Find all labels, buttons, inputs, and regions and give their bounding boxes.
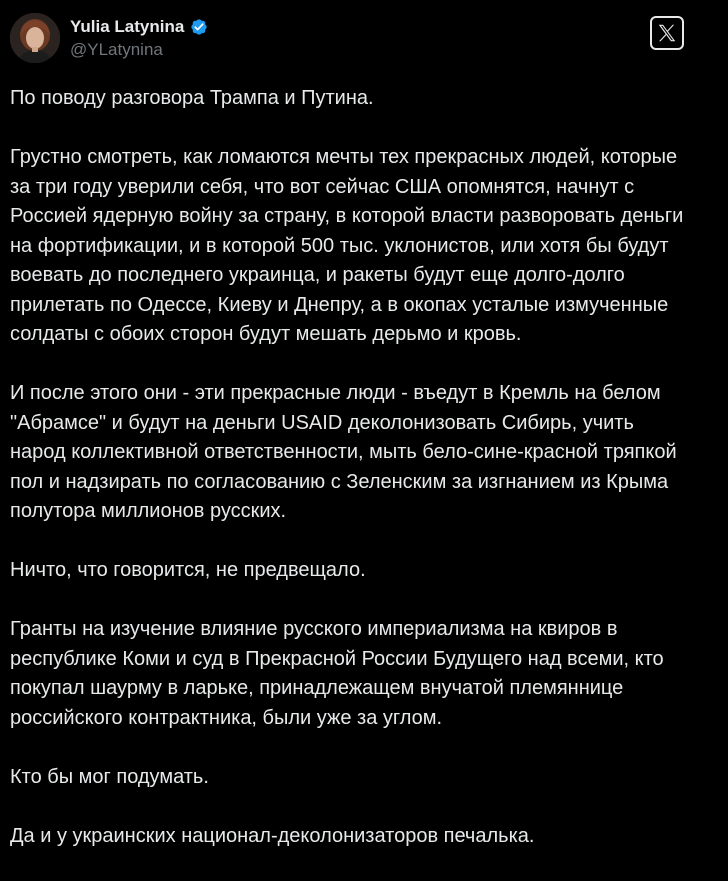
author-info — [70, 16, 209, 61]
post-paragraph: Кто бы мог подумать. — [10, 765, 209, 788]
verified-badge-icon — [189, 17, 209, 37]
x-logo-icon[interactable] — [650, 16, 684, 50]
author-handle[interactable]: @YLatynina — [70, 39, 163, 59]
post-paragraph: Да и у украинских национал-деколонизаторов печалька. — [10, 824, 535, 847]
post-body — [10, 84, 722, 881]
post-paragraph: Грустно смотреть, как ломаются мечты тех прекрасных людей, которые за три году уверили себя, что вот сейчас США опомнятся, начнут с Россией ядерную войну за страну, в которой власти разворовать деньги на фортификации, и в которой 500 тыс. уклонистов, или хотя бы будут воевать до последнего украинца, и ракеты будут еще долго-долго прилетать по Одессе, Киеву и Днепру, а в окопах усталые измученные солдаты с обоих сторон будут мешать дерьмо и кровь. — [10, 146, 684, 345]
author-display-name[interactable]: Yulia Latynina — [70, 16, 185, 36]
post-paragraph: Ничто, что говорится, не предвещало. — [10, 559, 366, 581]
avatar[interactable] — [10, 13, 60, 63]
post-paragraph: По поводу разговора Трампа и Путина. — [10, 87, 374, 109]
post-header — [10, 10, 718, 66]
post-paragraph: Гранты на изучение влияние русского империализма на квиров в республике Коми и суд в Прекрасной России Будущего над всеми, кто покупал шаурму в ларьке, принадлежащем внучатой племяннице российского контрактника, были уже за углом. — [10, 618, 664, 729]
avatar-photo-icon — [10, 13, 60, 63]
name-row — [70, 16, 209, 38]
post-paragraph: И после этого они - эти прекрасные люди - въедут в Кремль на белом "Абрамсе" и будут на деньги USAID деколонизовать Сибирь, учить народ коллективной ответственности, мыть бело-сине-красной тряпкой пол и надзирать по согласованию с Зеленским за изгнанием из Крыма полутора миллионов русских. — [10, 382, 677, 522]
